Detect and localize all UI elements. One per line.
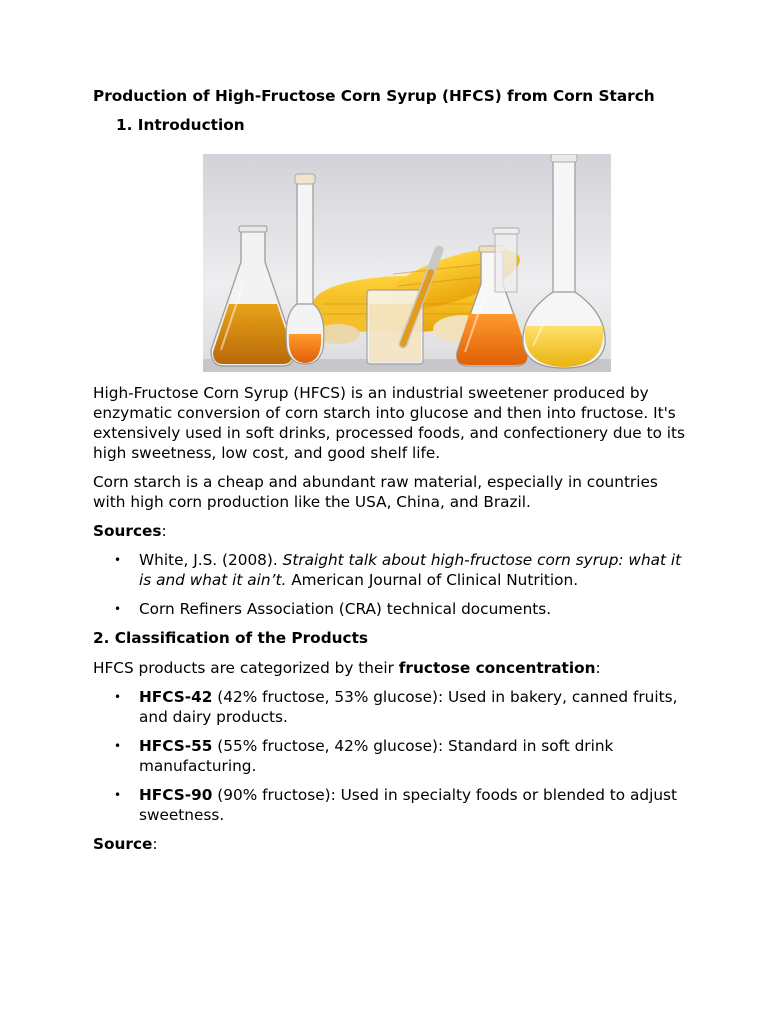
- corn-syrup-lab-image: [203, 154, 611, 372]
- source-prefix: White, J.S. (2008).: [139, 551, 283, 569]
- bullet: •: [114, 788, 122, 802]
- bullet: •: [114, 602, 122, 616]
- source-prefix: Corn Refiners Association (CRA) technical documents.: [139, 600, 552, 618]
- list-item: [93, 550, 693, 590]
- intro-paragraph-1: High-Fructose Corn Syrup (HFCS) is an industrial sweetener produced by enzymatic conversion of corn starch into glucose and then into fructose. It's extensively used in soft drinks, processed foods, and confectionery due to its high sweetness, low cost, and good shelf life.: [93, 384, 686, 462]
- classification-intro-bold: fructose concentration: [398, 659, 596, 677]
- source-title: Straight talk about high-fructose corn syrup: what it is and what it ain’t.: [139, 551, 682, 589]
- intro-heading: 1. Introduction: [116, 116, 245, 134]
- colon: :: [152, 835, 158, 853]
- list-item: [93, 687, 693, 727]
- sources-list: [93, 550, 693, 619]
- classification-intro: [93, 658, 693, 678]
- sources-label-line: [93, 521, 693, 541]
- product-name: HFCS-55: [139, 737, 213, 755]
- bullet: •: [114, 739, 122, 753]
- product-description: (42% fructose, 53% glucose): Used in bakery, canned fruits, and dairy products.: [139, 688, 678, 726]
- product-description: (90% fructose): Used in specialty foods or blended to adjust sweetness.: [139, 786, 677, 824]
- classification-heading: 2. Classification of the Products: [93, 629, 369, 647]
- list-item: [93, 599, 693, 619]
- list-item: [93, 785, 693, 825]
- classification-intro-text: HFCS products are categorized by their: [93, 659, 399, 677]
- intro-paragraph-2: Corn starch is a cheap and abundant raw material, especially in countries with high corn production like the USA, China, and Brazil.: [93, 473, 658, 511]
- list-item: [93, 736, 693, 776]
- product-description: (55% fructose, 42% glucose): Standard in soft drink manufacturing.: [139, 737, 614, 775]
- colon: :: [161, 522, 167, 540]
- products-list: [93, 687, 693, 825]
- sources-label: Sources: [93, 522, 162, 540]
- bullet: •: [114, 690, 122, 704]
- colon: :: [595, 659, 601, 677]
- product-name: HFCS-90: [139, 786, 213, 804]
- document-title: Production of High-Fructose Corn Syrup (HFCS) from Corn Starch: [93, 87, 655, 105]
- source-label: Source: [93, 835, 153, 853]
- document-page: [93, 86, 693, 863]
- product-name: HFCS-42: [139, 688, 213, 706]
- source-suffix: American Journal of Clinical Nutrition.: [286, 571, 579, 589]
- bullet: •: [114, 553, 122, 567]
- source-label-line: [93, 834, 693, 854]
